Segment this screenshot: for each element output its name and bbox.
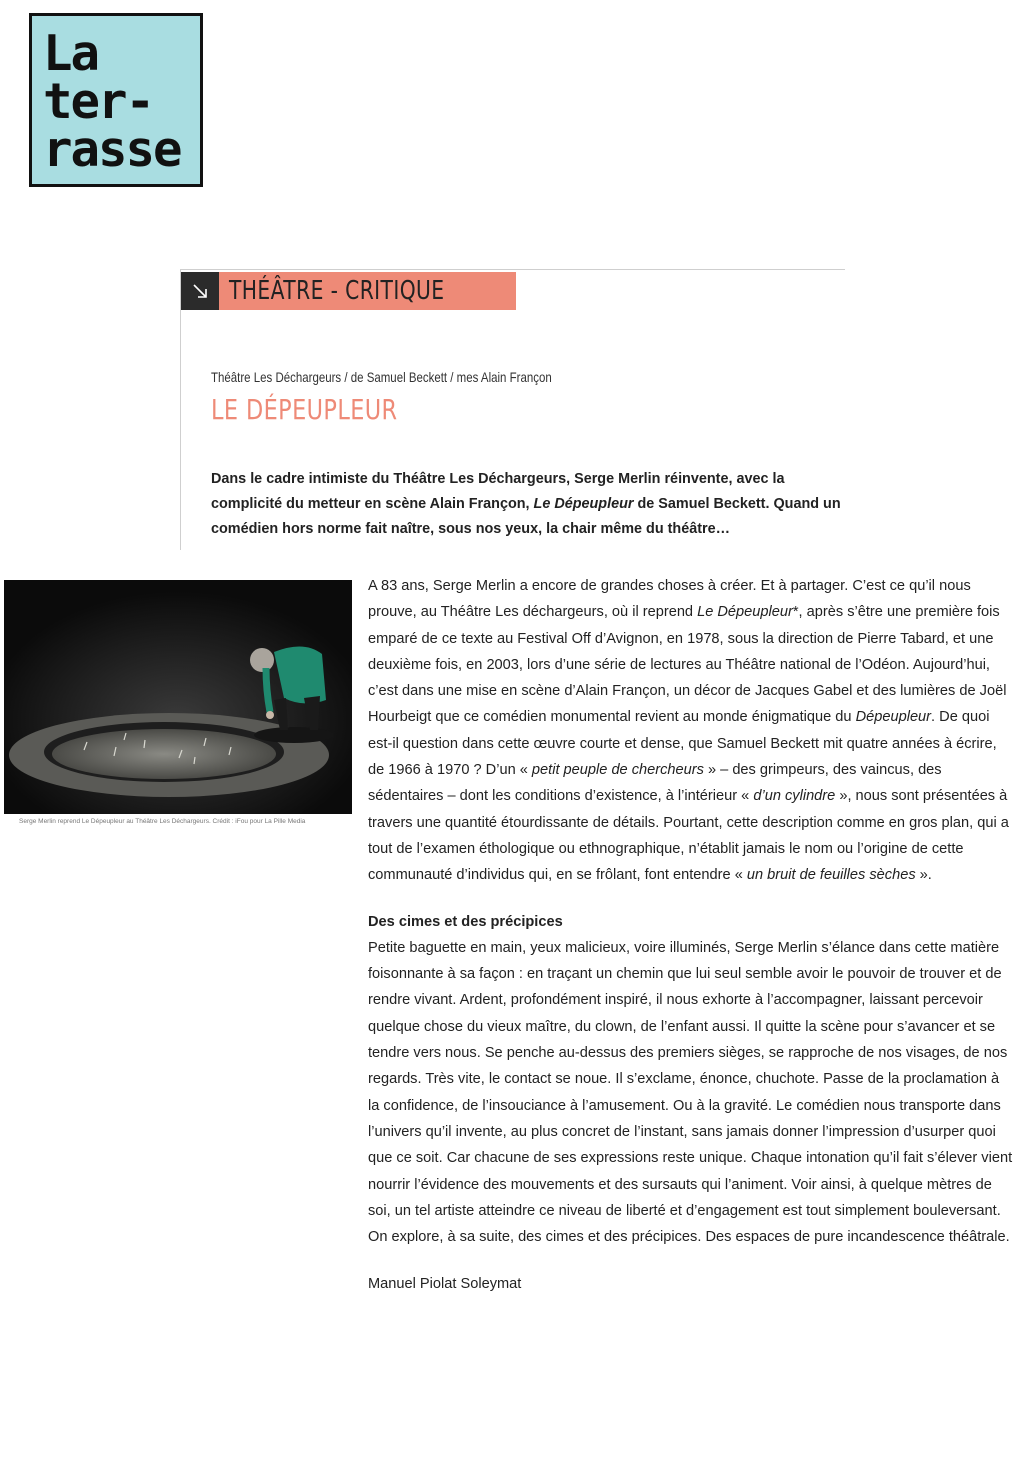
header-rule-left (180, 269, 181, 550)
article-title: LE DÉPEUPLEUR (211, 393, 398, 426)
p1-seg-2: . De quoi est-il question dans cette œuvre courte et dense, que Samuel Beckett mit quatre années à écrire, de 1966 à 1970 ? D’un « (368, 709, 997, 779)
p1-seg-3: » – des grimpeurs, des vaincus, des sédentaires – dont les conditions d’existence, à l’intérieur « (368, 762, 942, 805)
section-label: THÉÂTRE - CRITIQUE (219, 272, 516, 310)
article-photo (4, 580, 352, 814)
photo-caption: Serge Merlin reprend Le Dépeupleur au Théâtre Les Déchargeurs. Crédit : iFou pour La Pille Media (19, 818, 306, 825)
lead-text-2: de Samuel Beckett. Quand un comédien hors norme fait naître, sous nos yeux, la chair même du théâtre… (211, 496, 841, 537)
article-subhead: Des cimes et des précipices (368, 913, 563, 930)
logo-line-1: La (43, 25, 99, 82)
p1-italic-3: d’un cylindre (753, 788, 836, 805)
logo-line-2: ter- (43, 73, 154, 130)
article-body (368, 573, 1013, 1298)
p1-italic-0: Le Dépeupleur (697, 604, 793, 621)
p1-italic-1: Dépeupleur (855, 709, 932, 726)
lead-italic: Le Dépeupleur (533, 496, 634, 512)
arrow-down-right-icon (181, 272, 219, 310)
article-author: Manuel Piolat Soleymat (368, 1276, 522, 1293)
paragraph-2: Petite baguette en main, yeux malicieux, voire illuminés, Serge Merlin s’élance dans cette matière foisonnante à sa façon : en traçant un chemin que lui seul semble avoir le pouvoir de trouver et de rendre vivant. Ardent, profondément inspiré, il nous exhorte à l’accompagner, laissant percevoir quelque chose du vieux maître, du clown, de l’enfant aussi. Il quitte la scène pour s’avancer et se tendre vers nous. Se penche au-dessus des premiers sièges, se rapproche de nos visages, de nos regards. Très vite, le contact se noue. Il s’exclame, énonce, chuchote. Passe de la proclamation à la confidence, de l’insouciance à l’amusement. Ou à la gravité. Le comédien nous transporte dans l’univers qu’il invente, au plus concret de l’instant, sans jamais donner l’impression d’usurper quoi que ce soit. Car chacune de ses expressions reste unique. Chaque intonation qu’il fait s’élever vient nourrir l’évidence des mouvements et des sursauts qui l’animent. Voir ainsi, à quelque mètres de soi, un tel artiste atteindre ce niveau de liberté et d’engagement est tout simplement bouleversant. On explore, à sa suite, des cimes et des précipices. Des espaces de pure incandescence théâtrale. (368, 939, 1013, 1246)
stage-illustration (4, 580, 352, 814)
logo-line-3: rasse (43, 121, 181, 178)
section-tag[interactable] (181, 272, 516, 310)
p1-seg-4: », nous sont présentées à travers une quantité étourdissante de détails. Pourtant, cette description comme en gros plan, qui a tout de l’examen éthologique ou ethnographique, n’établit jamais le nom ou l’origine de cette communauté d’individus qui, en se frôlant, font entendre « (368, 788, 1009, 884)
p1-italic-4: un bruit de feuilles sèches (746, 867, 916, 884)
p1-italic-2: petit peuple de chercheurs (531, 762, 704, 779)
site-logo[interactable] (29, 13, 203, 187)
p1-seg-1: *, après s’être une première fois emparé de ce texte au Festival Off d’Avignon, en 1978, sous la direction de Pierre Tabard, et une deuxième fois, en 2003, lors d’une série de lectures au Théâtre national de l’Odéon. Aujourd’hui, c’est dans une mise en scène d’Alain Françon, un décor de Jacques Gabel et des lumières de Joël Hourbeigt que ce comédien monumental revient au monde énigmatique du (368, 604, 1007, 726)
lead-text-1: Dans le cadre intimiste du Théâtre Les Déchargeurs, Serge Merlin réinvente, avec la complicité du metteur en scène Alain Françon, (211, 471, 785, 512)
article-lead (211, 467, 851, 542)
header-rule-top (180, 269, 845, 270)
p1-seg-5: ». (915, 867, 932, 884)
paragraph-1 (368, 573, 1013, 889)
p1-seg-0: A 83 ans, Serge Merlin a encore de grandes choses à créer. Et à partager. C’est ce qu’il nous prouve, au Théâtre Les déchargeurs, où il reprend (368, 578, 971, 621)
article-kicker: Théâtre Les Déchargeurs / de Samuel Beckett / mes Alain Françon (211, 369, 552, 385)
